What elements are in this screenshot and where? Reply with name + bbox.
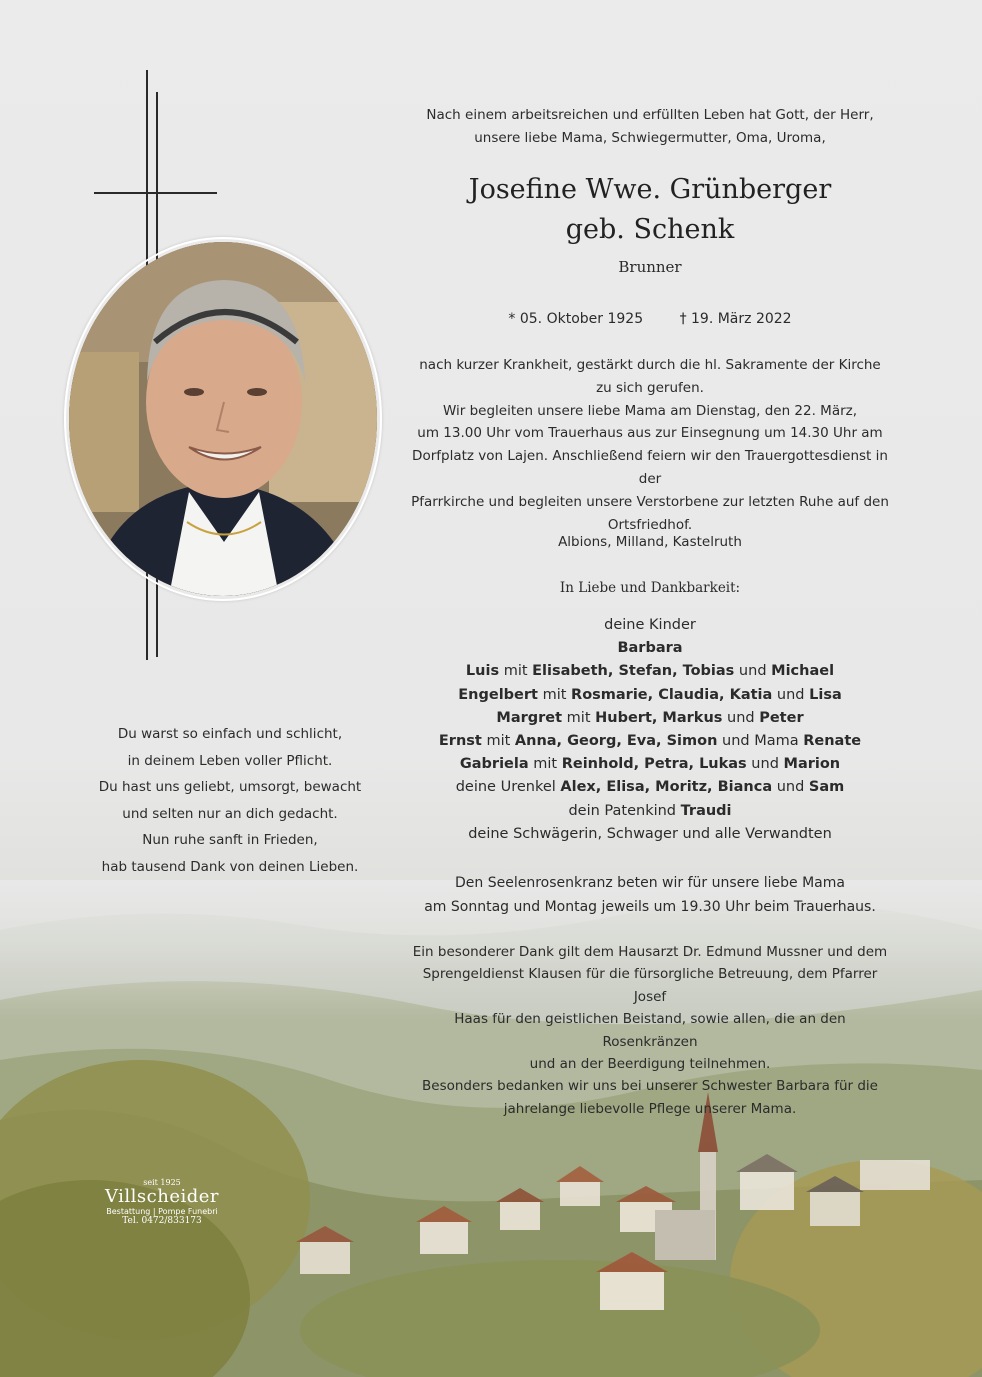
mourner-name: Engelbert <box>458 686 538 703</box>
body-line: Dorfplatz von Lajen. Anschließend feiern wir den Trauergottesdienst in der <box>412 448 888 487</box>
mourner-line <box>400 776 900 799</box>
poem-line: und selten nur an dich gedacht. <box>122 805 338 822</box>
life-dates <box>400 311 900 327</box>
mourner-name: Renate <box>803 733 862 750</box>
mourner-name: Ernst <box>438 733 482 750</box>
poem-line: hab tausend Dank von deinen Lieben. <box>101 858 359 875</box>
logo-phone: Tel. 0472/833173 <box>122 1216 202 1226</box>
intro-text <box>400 104 900 150</box>
portrait-illustration <box>69 242 377 596</box>
mourner-name: Barbara <box>617 640 683 657</box>
mourner-name: Marion <box>783 756 841 773</box>
mourner-line <box>400 684 900 707</box>
deceased-name <box>400 170 900 250</box>
ack-line: Sprengeldienst Klausen für die fürsorgliche Betreuung, dem Pfarrer Josef <box>422 966 878 1005</box>
mourner-name: Rosmarie, Claudia, Katia <box>571 686 773 703</box>
mourner-name: Elisabeth, Stefan, Tobias <box>532 663 735 680</box>
body-line: Wir begleiten unsere liebe Mama am Dienstag, den 22. März, <box>442 402 858 419</box>
poem-line: Du hast uns geliebt, umsorgt, bewacht <box>98 779 362 796</box>
mourner-joiner: und <box>722 709 760 726</box>
body-line: um 13.00 Uhr vom Trauerhaus aus zur Einsegnung um 14.30 Uhr am <box>417 425 883 442</box>
mourner-line: deine Schwägerin, Schwager und alle Verwandten <box>468 825 832 842</box>
mourner-line <box>400 707 900 730</box>
mourner-name: Michael <box>771 663 835 680</box>
mourner-joiner: mit <box>562 709 596 726</box>
portrait-photo <box>69 242 377 596</box>
mourner-line <box>400 730 900 753</box>
mourner-joiner: und <box>772 779 809 796</box>
maiden-name-line: geb. Schenk <box>565 214 735 245</box>
rosary-line: Den Seelenrosenkranz beten wir für unsere liebe Mama <box>455 875 845 891</box>
birth-date: * 05. Oktober 1925 <box>508 311 644 327</box>
mourner-name: Alex, Elisa, Moritz, Bianca <box>560 779 773 796</box>
name-line: Josefine Wwe. Grünberger <box>468 174 832 205</box>
mourner-joiner: mit <box>537 686 572 703</box>
ack-line: Besonders bedanken wir uns bei unserer Schwester Barbara für die <box>422 1078 878 1095</box>
funeral-home-logo <box>92 1178 232 1226</box>
house-name: Brunner <box>618 258 682 276</box>
mourner-line: deine Kinder <box>604 617 696 633</box>
mourner-line <box>400 800 900 823</box>
mourner-joiner: deine Urenkel <box>455 779 561 796</box>
mourners-list <box>400 614 900 846</box>
logo-since: seit 1925 <box>143 1178 181 1187</box>
mourner-name: Sam <box>808 779 845 796</box>
ack-line: jahrelange liebevolle Pflege unserer Mama. <box>503 1100 797 1117</box>
rosary-line: am Sonntag und Montag jeweils um 19.30 Uhr beim Trauerhaus. <box>424 899 876 915</box>
mourner-name: Gabriela <box>459 756 529 773</box>
acknowledgements <box>405 941 895 1120</box>
mourner-line <box>400 660 900 683</box>
mourner-line <box>400 753 900 776</box>
mourner-name: Traudi <box>680 802 732 819</box>
mourner-name: Reinhold, Petra, Lukas <box>561 756 747 773</box>
mourner-joiner: und <box>734 663 772 680</box>
mourner-name: Luis <box>465 663 500 680</box>
intro-line: Nach einem arbeitsreichen und erfüllten Leben hat Gott, der Herr, <box>426 107 874 123</box>
intro-line: unsere liebe Mama, Schwiegermutter, Oma, Uroma, <box>474 130 826 146</box>
mourner-joiner: und <box>772 686 810 703</box>
memorial-poem <box>60 721 400 881</box>
mourner-line <box>400 637 900 660</box>
mourner-name: Peter <box>759 709 804 726</box>
logo-brand: Villscheider <box>104 1186 220 1207</box>
places: Albions, Milland, Kastelruth <box>558 534 742 550</box>
rosary-notice <box>400 871 900 919</box>
ack-line: Ein besonderer Dank gilt dem Hausarzt Dr. Edmund Mussner und dem <box>412 944 888 960</box>
mourner-joiner: dein Patenkind <box>568 802 681 819</box>
mourner-name: Margret <box>496 709 563 726</box>
funeral-announcement <box>408 354 892 536</box>
poem-line: Du warst so einfach und schlicht, <box>117 726 343 742</box>
poem-line: Nun ruhe sanft in Frieden, <box>142 832 318 849</box>
logo-subtitle: Bestattung | Pompe Funebri <box>106 1207 218 1216</box>
mourner-name: Hubert, Markus <box>595 709 723 726</box>
mourner-name: Anna, Georg, Eva, Simon <box>514 733 718 750</box>
cross-horizontal-line <box>94 192 217 194</box>
body-line: Ortsfriedhof. <box>607 516 693 533</box>
thanks-heading: In Liebe und Dankbarkeit: <box>559 580 741 596</box>
ack-line: Haas für den geistlichen Beistand, sowie allen, die an den Rosenkränzen <box>454 1011 846 1050</box>
ack-line: und an der Beerdigung teilnehmen. <box>529 1056 771 1073</box>
poem-line: in deinem Leben voller Pflicht. <box>127 752 333 769</box>
mourner-joiner: und <box>746 756 784 773</box>
mourner-joiner: mit <box>481 733 515 750</box>
death-date: † 19. März 2022 <box>679 311 792 327</box>
mourner-joiner: und Mama <box>717 733 804 750</box>
body-line: Pfarrkirche und begleiten unsere Verstorbene zur letzten Ruhe auf den <box>411 493 889 510</box>
body-line: nach kurzer Krankheit, gestärkt durch die hl. Sakramente der Kirche <box>419 357 881 373</box>
mourner-joiner: mit <box>499 663 533 680</box>
body-line: zu sich gerufen. <box>596 379 704 396</box>
mourner-name: Lisa <box>809 686 842 703</box>
mourner-joiner: mit <box>528 756 562 773</box>
